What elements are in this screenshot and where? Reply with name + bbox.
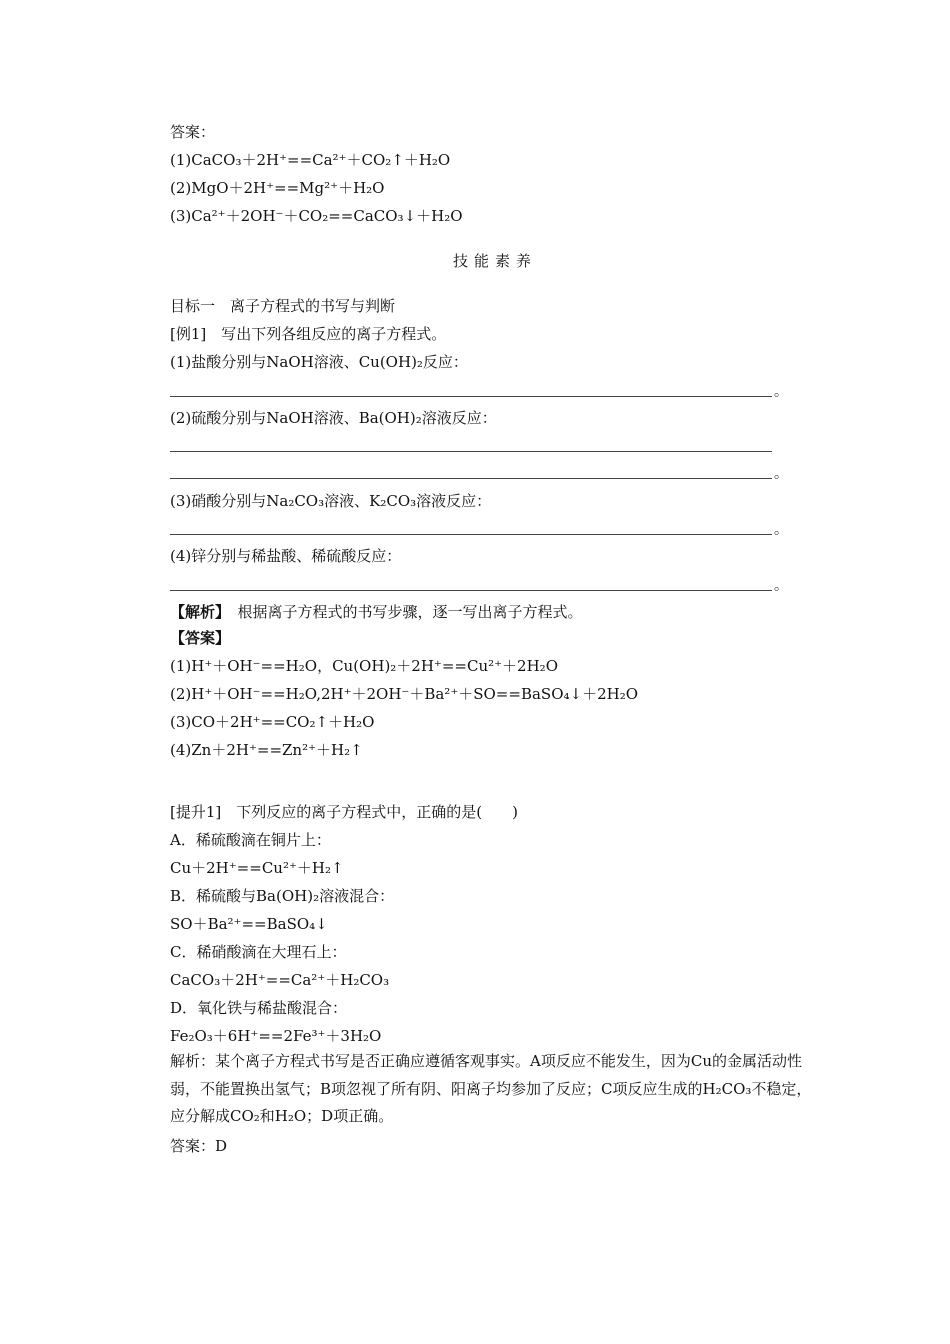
blank-period: 。 [774, 384, 788, 400]
blank-period: 。 [774, 522, 788, 538]
practice-analysis: 解析：某个离子方程式书写是否正确应遵循客观事实。A项反应不能发生，因为Cu的金属活动性弱，不能置换出氢气；B项忽视了所有阴、阳离子均参加了反应；C项反应生成的H₂CO₃不稳定，应分解成CO₂和H₂O；D项正确。 [170, 1052, 812, 1125]
example-answer-1: (1)H⁺＋OH⁻==H₂O，Cu(OH)₂＋2H⁺==Cu²⁺＋2H₂O [170, 657, 558, 675]
example-item-2: (2)硫酸分别与NaOH溶液、Ba(OH)₂溶液反应： [170, 409, 497, 427]
option-b-equation: SO＋Ba²⁺==BaSO₄↓ [170, 915, 328, 933]
blank-period: 。 [774, 466, 788, 482]
top-answer-label: 答案： [170, 123, 216, 141]
section-heading: 技能素养 [452, 252, 537, 270]
blank-period: 。 [774, 578, 788, 594]
answer-blank-line[interactable] [170, 590, 772, 591]
analysis-label: 【解析】 [170, 603, 223, 621]
option-a-label: A．稀硫酸滴在铜片上： [170, 831, 331, 849]
option-d-label: D．氧化铁与稀盐酸混合： [170, 999, 348, 1017]
analysis-row [170, 602, 583, 622]
example-item-1: (1)盐酸分别与NaOH溶液、Cu(OH)₂反应： [170, 353, 468, 371]
option-c-label: C．稀硝酸滴在大理石上： [170, 943, 347, 961]
example-answer-2: (2)H⁺＋OH⁻==H₂O,2H⁺＋2OH⁻＋Ba²⁺＋SO==BaSO₄↓＋2H₂O [170, 685, 639, 703]
option-a-equation: Cu＋2H⁺==Cu²⁺＋H₂↑ [170, 859, 344, 877]
top-answer-line-2: (2)MgO＋2H⁺==Mg²⁺＋H₂O [170, 179, 385, 197]
example-item-4: (4)锌分别与稀盐酸、稀硫酸反应： [170, 547, 402, 565]
example-item-3: (3)硝酸分别与Na₂CO₃溶液、K₂CO₃溶液反应： [170, 492, 492, 510]
example-answer-4: (4)Zn＋2H⁺==Zn²⁺＋H₂↑ [170, 741, 363, 759]
option-d-equation: Fe₂O₃＋6H⁺==2Fe³⁺＋3H₂O [170, 1027, 382, 1045]
answer-blank-line[interactable] [170, 451, 772, 452]
answer-blank-line[interactable] [170, 396, 772, 397]
analysis-text: 根据离子方程式的书写步骤，逐一写出离子方程式。 [222, 603, 583, 621]
answer-blank-line[interactable] [170, 534, 772, 535]
answer-label: 【答案】 [170, 629, 231, 647]
top-answer-line-1: (1)CaCO₃＋2H⁺==Ca²⁺＋CO₂↑＋H₂O [170, 151, 451, 169]
option-c-equation: CaCO₃＋2H⁺==Ca²⁺＋H₂CO₃ [170, 971, 390, 989]
practice-answer: 答案：D [170, 1137, 228, 1155]
example-answer-3: (3)CO＋2H⁺==CO₂↑＋H₂O [170, 713, 375, 731]
goal-title: 目标一 离子方程式的书写与判断 [170, 297, 396, 315]
practice-title: [提升1] 下列反应的离子方程式中，正确的是( ) [170, 803, 518, 821]
example-title: [例1] 写出下列各组反应的离子方程式。 [170, 325, 447, 343]
top-answer-line-3: (3)Ca²⁺＋2OH⁻＋CO₂==CaCO₃↓＋H₂O [170, 207, 463, 225]
option-b-label: B．稀硫酸与Ba(OH)₂溶液混合： [170, 887, 395, 905]
answer-blank-line[interactable] [170, 478, 772, 479]
